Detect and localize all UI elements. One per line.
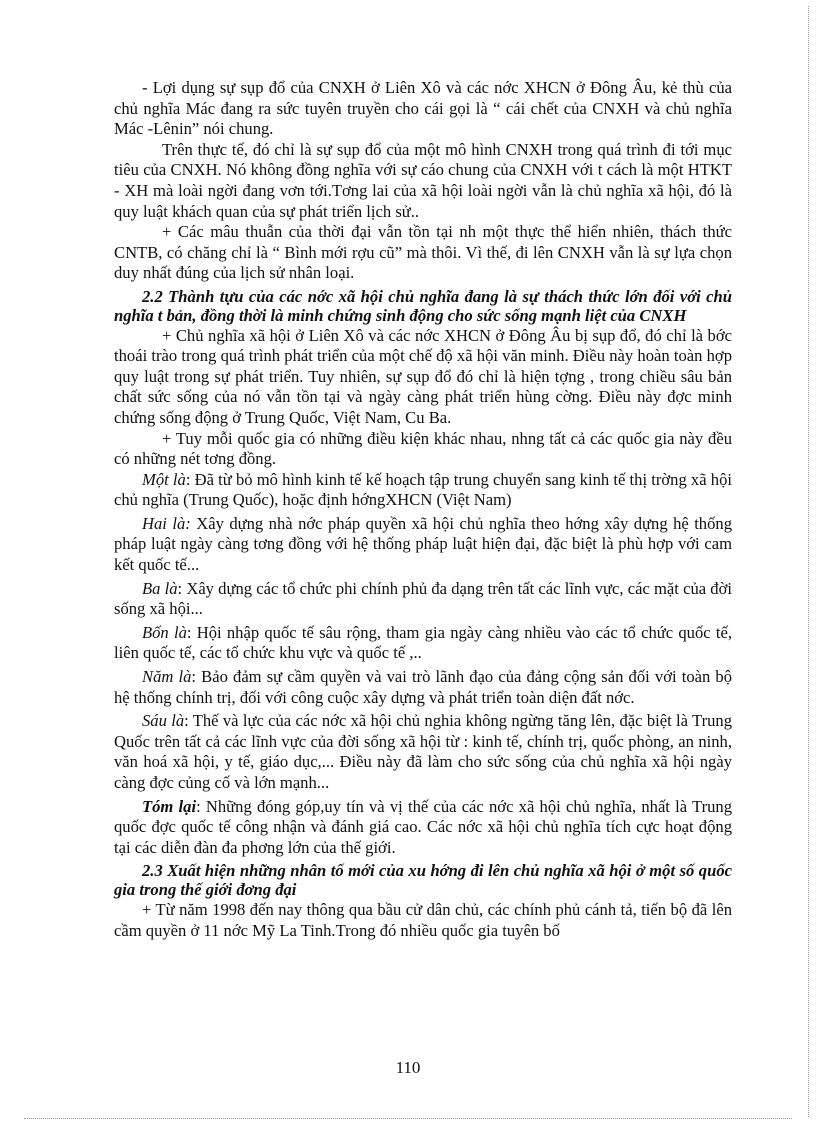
paragraph	[114, 667, 732, 708]
paragraph-lead: Hai là:	[142, 513, 191, 533]
paragraph	[114, 579, 732, 620]
paragraph	[114, 470, 732, 511]
paragraph-lead: Một là	[142, 469, 186, 489]
paragraph	[114, 797, 732, 859]
paragraph	[114, 623, 732, 664]
paragraph-text: : Những đóng góp,uy tín và vị thế của các nớc xã hội chủ nghĩa, nhất là Trung quốc đợc quốc tế công nhận và đánh giá cao. Các nớc xã hội chủ nghĩa tích cực hoạt động tại các diễn đàn đa phơng lớn của thế giới.	[114, 796, 732, 857]
paragraph-text: : Thế và lực của các nớc xã hội chủ nghia không ngừng tăng lên, đặc biệt là Trung Quốc trên tất cả các lĩnh vực của đời sống xã hội từ : kinh tế, chính trị, quốc phòng, an ninh, văn hoá xã hội, y tế, giáo dục,... Điều này đã làm cho sức sống của chủ nghĩa xã hội ngày càng đợc củng cố và lớn mạnh...	[114, 711, 733, 792]
paragraph: + Từ năm 1998 đến nay thông qua bầu cử dân chủ, các chính phủ cánh tả, tiến bộ đã lên cầm quyền ở 11 nớc Mỹ La Tinh.Trong đó nhiều quốc gia tuyên bố	[114, 899, 732, 940]
paragraph-text: : Hội nhập quốc tế sâu rộng, tham gia ngày càng nhiều vào các tổ chức quốc tế, liên quốc tế, các tổ chức khu vực và quốc tế ,..	[114, 622, 732, 663]
paragraph: - Lợi dụng sự sụp đổ của CNXH ở Liên Xô và các nớc XHCN ở Đông Âu, kẻ thù của chủ nghĩa Mác đang ra sức tuyên truyền cho cái gọi là “ cái chết của CNXH và chủ nghĩa Mác -Lênin” nói chung.	[114, 78, 732, 139]
paragraph: + Tuy mỗi quốc gia có những điều kiện khác nhau, nhng tất cả các quốc gia này đều có những nét tơng đồng.	[114, 428, 732, 469]
paragraph: + Chủ nghĩa xã hội ở Liên Xô và các nớc XHCN ở Đông Âu bị sụp đổ, đó chỉ là bớc thoái trào trong quá trình phát triển của một chế độ xã hội văn minh. Điều này hoàn toàn hợp quy luật trong sự phát triển. Tuy nhiên, sự sụp đổ đó chỉ là hiện tợng , trong chiều sâu bản chất sức sống của nó vẫn tồn tại và ngày càng phát triển hùng cờng. Điều này đợc minh chứng sống động ở Trung Quốc, Việt Nam, Cu Ba.	[114, 325, 732, 427]
paragraph	[114, 514, 732, 576]
paragraph-text: : Xây dựng các tổ chức phi chính phủ đa dạng trên tất các lĩnh vực, các mặt của đời sống xã hội...	[114, 578, 732, 619]
paragraph-lead: Tóm lại	[142, 796, 197, 816]
paragraph-lead: Bốn là	[142, 622, 187, 642]
paragraph-text: : Đã từ bỏ mô hình kinh tế kế hoạch tập trung chuyển sang kinh tế thị trờng xã hội chủ nghĩa (Trung Quốc), hoặc định hớngXHCN (Việt Nam)	[114, 469, 732, 510]
section-heading: 2.3 Xuất hiện những nhân tố mới của xu hớng đi lên chủ nghĩa xã hội ở một số quốc gia trong thế giới đơng đại	[114, 861, 732, 900]
paragraph-lead: Sáu là	[142, 711, 185, 731]
paragraph-text: Xây dựng nhà nớc pháp quyền xã hội chủ nghĩa theo hớng xây dựng hệ thống pháp luật ngày càng tơng đồng với hệ thống pháp luật hiện đại, đặc biệt là phù hợp với cam kết quốc tế...	[114, 513, 732, 575]
page-edge-rule	[808, 6, 809, 1117]
paragraph: + Các mâu thuẫn của thời đại vẫn tồn tại nh một thực thể hiển nhiên, thách thức CNTB, có chăng chỉ là “ Bình mới rợu cũ” mà thôi. Vì thế, đi lên CNXH vẫn là sự lựa chọn duy nhất đúng của lịch sử nhân loại.	[114, 222, 732, 283]
paragraph	[114, 711, 732, 793]
page-bottom-rule	[24, 1118, 792, 1119]
page-number: 110	[395, 1058, 421, 1077]
paragraph-lead: Ba là	[142, 578, 178, 598]
paragraph-text: : Bảo đảm sự cầm quyền và vai trò lãnh đạo của đảng cộng sản đối với toàn bộ hệ thống chính trị, đối với công cuộc xây dựng và phát triển toàn diện đất nớc.	[114, 667, 733, 707]
paragraph: Trên thực tế, đó chỉ là sự sụp đổ của một mô hình CNXH trong quá trình đi tới mục tiêu của CNXH. Nó không đồng nghĩa với sự cáo chung của CNXH với t cách là một HTKT - XH mà loài ngời đang vơn tới.Tơng lai của xã hội loài ngời vẫn là chủ nghĩa xã hội, đó là quy luật khách quan của sự phát triển lịch sử..	[114, 139, 732, 221]
page-body	[114, 78, 732, 941]
section-heading: 2.2 Thành tựu của các nớc xã hội chủ nghĩa đang là sự thách thức lớn đối với chủ nghĩa t bản, đồng thời là minh chứng sinh động cho sức sống mạnh liệt của CNXH	[114, 286, 732, 325]
paragraph-lead: Năm là	[142, 667, 192, 687]
